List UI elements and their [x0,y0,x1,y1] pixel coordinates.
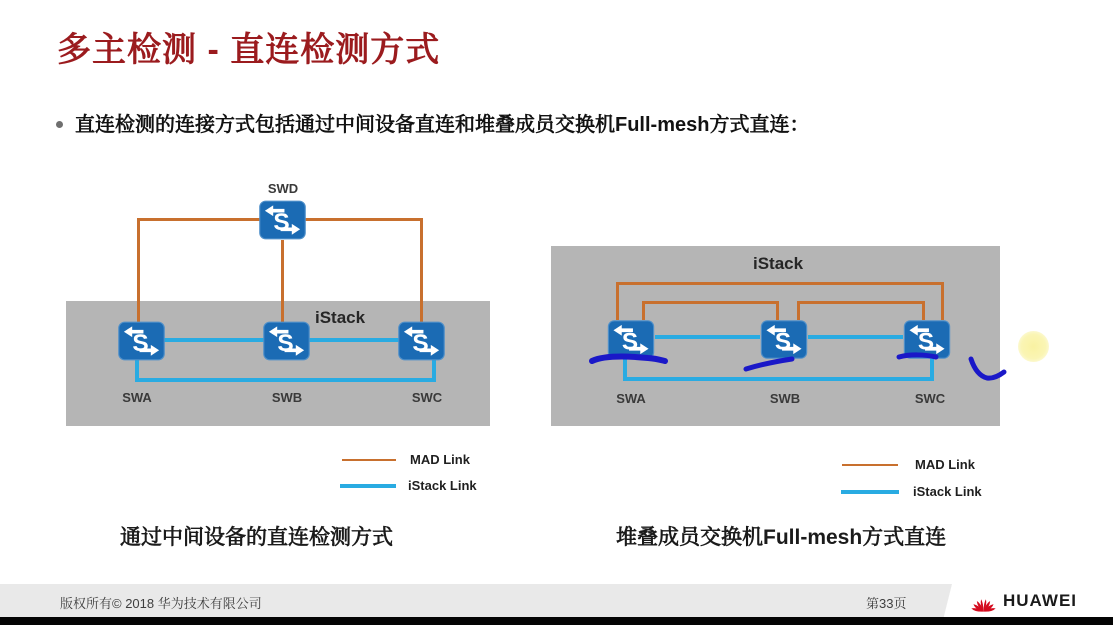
left-switch-icon-swb [263,321,310,361]
huawei-flower-icon [970,588,997,614]
right-legend-istack-line [841,490,899,494]
right-istack-link-swb-swc [808,335,903,339]
right-switch-icon-swa [607,320,655,359]
left-istack-box [66,301,490,426]
right-mad-outer-left [616,282,619,320]
left-caption: 通过中间设备的直连检测方式 [120,526,393,549]
left-switch-icon-swa [118,321,165,361]
right-istack-loop-right [930,357,934,381]
left-switch-icon-swc [398,321,445,361]
right-mad-inner1-left [642,301,645,320]
right-mad-inner1-top [642,301,779,304]
right-legend-istack-label: iStack Link [913,484,982,499]
left-legend-mad-label: MAD Link [410,452,470,467]
left-legend-istack-line [340,484,396,488]
bullet-text: 直连检测的连接方式包括通过中间设备直连和堆叠成员交换机Full-mesh方式直连： [75,114,810,136]
huawei-logo-text: HUAWEI [1003,591,1077,610]
left-mad-link-to-swa [137,218,140,322]
right-caption: 堆叠成员交换机Full-mesh方式直连 [616,526,947,549]
right-mad-inner2-left [797,301,800,320]
left-istack-loop-right [432,359,436,382]
right-mad-outer-top [616,282,944,285]
right-mad-inner2-right [922,301,925,320]
left-node-label-swd: SWD [267,181,299,196]
right-legend-mad-line [842,464,898,466]
left-istack-loop-bottom [135,378,436,382]
right-istack-loop-bottom [623,377,934,381]
left-istack-link-swa-swb [162,338,266,342]
right-istack-label: iStack [753,254,804,273]
huawei-logo [970,588,1077,614]
left-node-label-swc: SWC [411,390,443,405]
left-mad-link-to-swc [420,218,423,322]
left-mad-link-to-swb [281,240,284,322]
right-mad-outer-right [941,282,944,320]
left-node-label-swb: SWB [271,390,303,405]
bottom-black-bar [0,617,1113,625]
right-switch-icon-swb [760,320,808,359]
right-legend-mad-label: MAD Link [915,457,975,472]
left-node-label-swa: SWA [122,390,152,405]
switch-icon-swd [259,200,306,240]
right-istack-link-swa-swb [655,335,760,339]
right-switch-icon-swc [903,320,951,359]
page-title: 多主检测 - 直连检测方式 [57,31,441,69]
left-istack-link-swb-swc [308,338,401,342]
left-legend-mad-line [342,459,396,461]
right-mad-inner2-top [797,301,925,304]
left-istack-label: iStack [315,308,366,327]
copyright-text: 版权所有© 2018 华为技术有限公司 [60,596,262,611]
bullet-dot [56,121,63,128]
right-node-label-swb: SWB [769,391,801,406]
page-number: 第33页 [866,596,907,611]
laser-pointer-dot-icon [1018,331,1049,362]
right-mad-inner1-right [776,301,779,320]
left-legend-istack-label: iStack Link [408,478,477,493]
footer [0,584,1113,617]
right-node-label-swa: SWA [616,391,646,406]
right-node-label-swc: SWC [914,391,946,406]
